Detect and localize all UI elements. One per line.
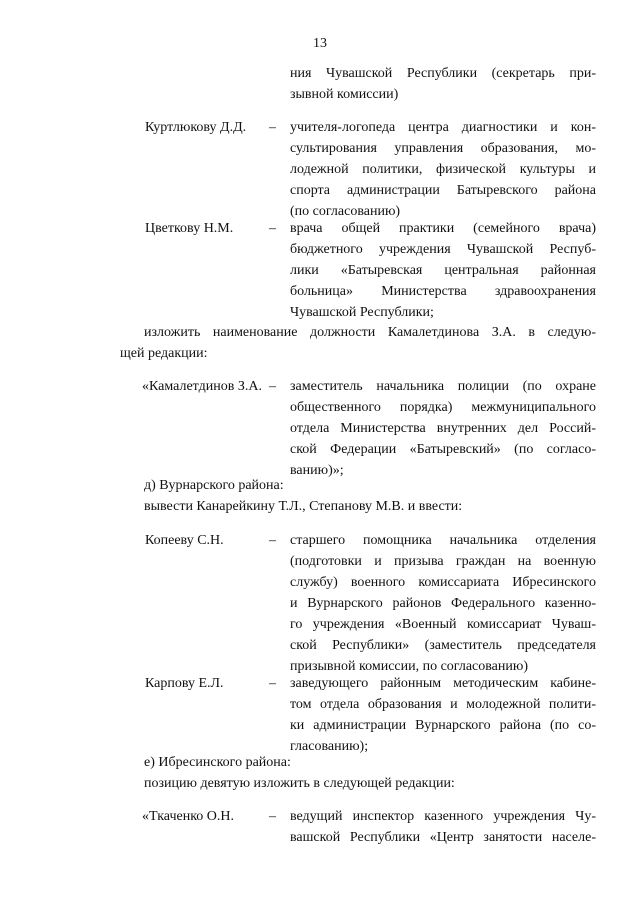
entry-line: (подготовки и призыва граждан на военную — [290, 554, 596, 569]
paragraph-line: щей редакции: — [120, 346, 208, 361]
entry-line: учителя-логопеда центра диагностики и кон- — [290, 120, 596, 135]
entry-line: и Вурнарского районов Федерального казенно- — [290, 596, 596, 611]
entry-line: больница» Министерства здравоохранения — [290, 284, 596, 299]
entry-line: спорта администрации Батыревского района — [290, 183, 596, 198]
entry-name: Цветкову Н.М. — [145, 221, 234, 236]
paragraph-line: вывести Канарейкину Т.Л., Степанову М.В. и ввести: — [144, 499, 463, 514]
entry-line: ведущий инспектор казенного учреждения Чу- — [290, 809, 596, 824]
entry-line: заведующего районным методическим кабине- — [290, 676, 596, 691]
entry-line: вашской Республики «Центр занятости населе- — [290, 830, 596, 845]
entry-line: старшего помощника начальника отделения — [290, 533, 596, 548]
entry-dash: – — [269, 676, 276, 691]
entry-dash: – — [269, 809, 276, 824]
entry-line: ки администрации Вурнарского района (по со- — [290, 718, 596, 733]
entry-name: Копееву С.Н. — [145, 533, 224, 548]
page-number: 13 — [313, 36, 327, 51]
entry-line: ванию)»; — [290, 463, 344, 478]
entry-line: службу) военного комиссариата Ибресинского — [290, 575, 596, 590]
paragraph-line: изложить наименование должности Камалетдинова З.А. в следую- — [144, 325, 596, 340]
entry-dash: – — [269, 120, 276, 135]
entry-line: врача общей практики (семейного врача) — [290, 221, 596, 236]
entry-line: го учреждения «Военный комиссариат Чуваш- — [290, 617, 596, 632]
section-heading: д) Вурнарского района: — [144, 478, 284, 493]
entry-line: лики «Батыревская центральная районная — [290, 263, 596, 278]
entry-line: ской Федерации «Батыревский» (по согласо- — [290, 442, 596, 457]
entry-line: лодежной политики, физической культуры и — [290, 162, 596, 177]
entry-line: заместитель начальника полиции (по охране — [290, 379, 596, 394]
entry-line: ской Республики» (заместитель председателя — [290, 638, 596, 653]
entry-line: гласованию); — [290, 739, 369, 754]
entry-line: сультирования управления образования, мо- — [290, 141, 596, 156]
section-heading: е) Ибресинского района: — [144, 755, 291, 770]
entry-name: Куртлюкову Д.Д. — [145, 120, 247, 135]
entry-dash: – — [269, 533, 276, 548]
continuation-line: ния Чувашской Республики (секретарь при- — [290, 66, 596, 81]
paragraph-line: позицию девятую изложить в следующей редакции: — [144, 776, 455, 791]
entry-line: (по согласованию) — [290, 204, 401, 219]
continuation-line: зывной комиссии) — [290, 87, 399, 102]
entry-line: общественного порядка) межмуниципального — [290, 400, 596, 415]
entry-line: том отдела образования и молодежной полити- — [290, 697, 596, 712]
entry-name: «Камалетдинов З.А. — [142, 379, 262, 394]
entry-dash: – — [269, 379, 276, 394]
entry-line: призывной комиссии, по согласованию) — [290, 659, 528, 674]
entry-line: отдела Министерства внутренних дел Россий- — [290, 421, 596, 436]
entry-line: бюджетного учреждения Чувашской Респуб- — [290, 242, 596, 257]
entry-name: Карпову Е.Л. — [145, 676, 224, 691]
entry-name: «Ткаченко О.Н. — [142, 809, 235, 824]
entry-line: Чувашской Республики; — [290, 305, 434, 320]
entry-dash: – — [269, 221, 276, 236]
